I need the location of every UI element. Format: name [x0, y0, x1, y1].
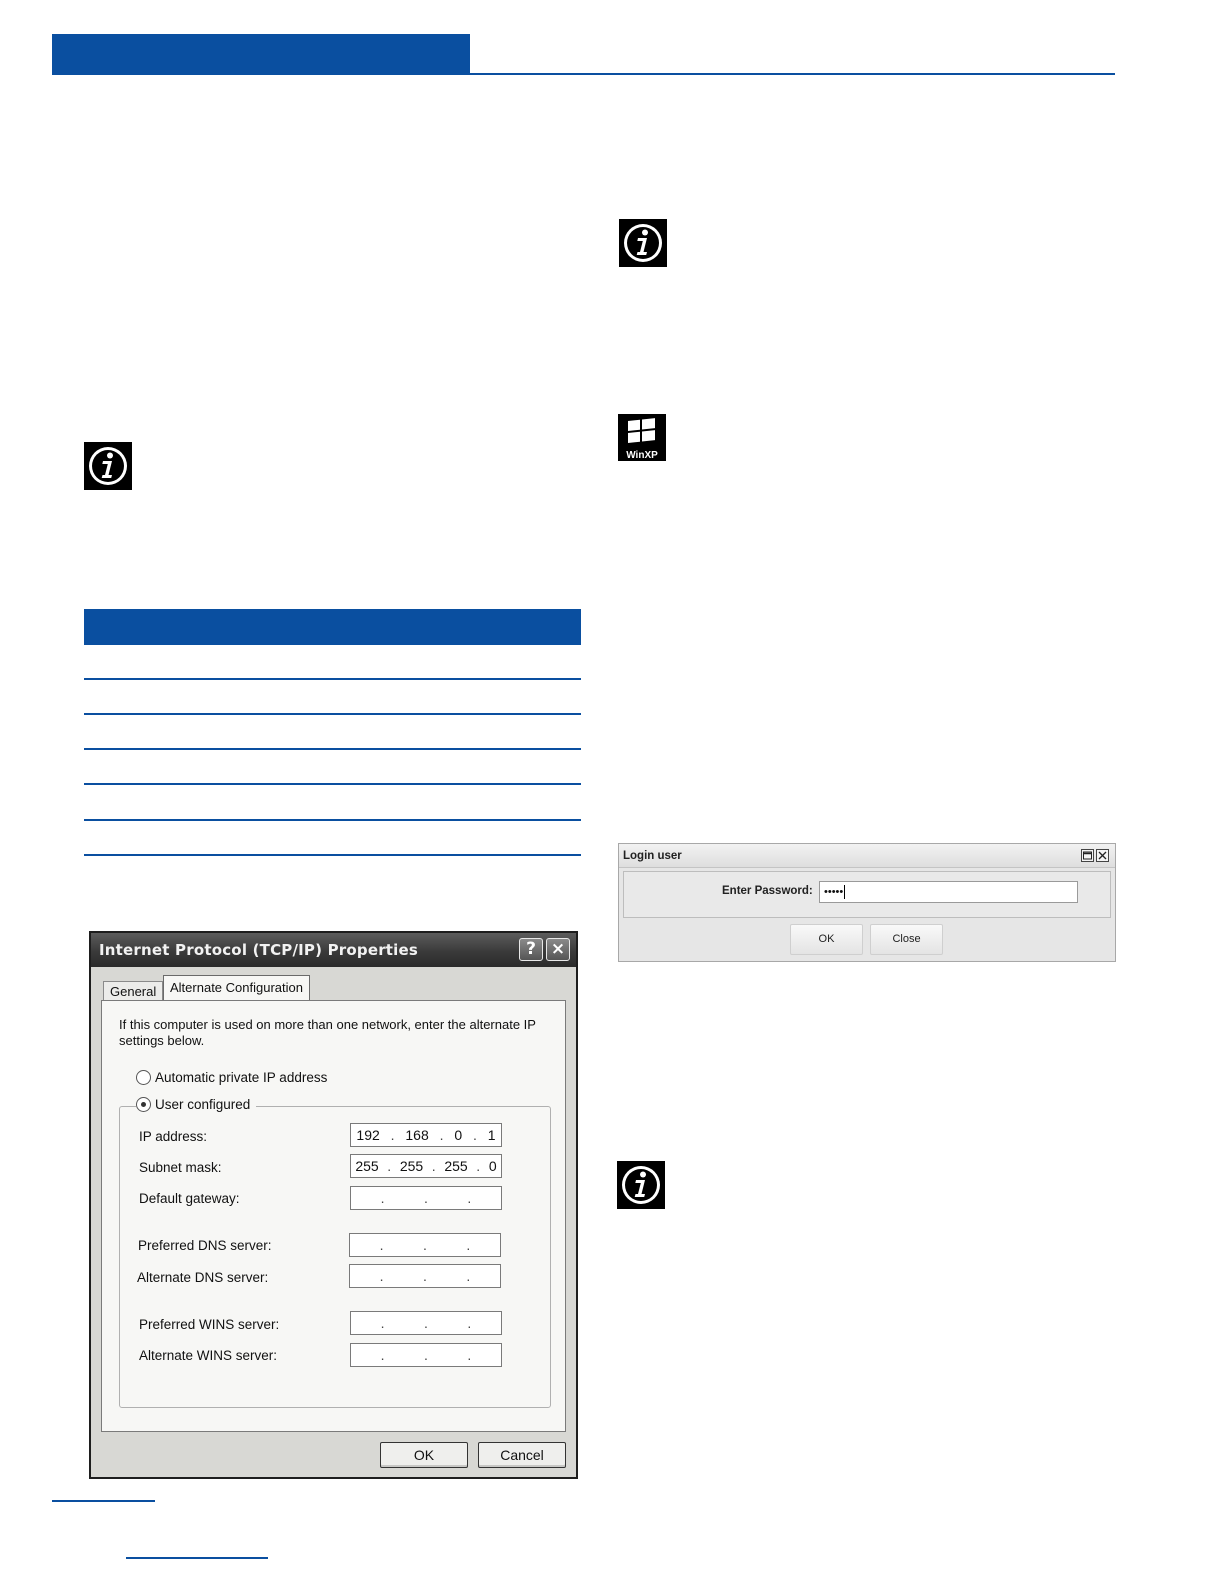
close-icon [1097, 850, 1108, 861]
tab-general[interactable]: General [103, 981, 163, 1001]
field-label: Default gateway: [139, 1191, 240, 1206]
octet: 168 [405, 1127, 429, 1143]
dialog-title: Internet Protocol (TCP/IP) Properties [99, 941, 419, 959]
preferred-dns-input[interactable]: . . . [349, 1233, 501, 1257]
login-user-dialog [618, 843, 1116, 962]
os-caption: WinXP [626, 450, 658, 461]
radio-label: Automatic private IP address [155, 1070, 328, 1085]
table-rule [84, 783, 581, 785]
octet: 255 [444, 1158, 468, 1174]
footer-rule [52, 1500, 155, 1502]
preferred-wins-input[interactable]: . . . [350, 1311, 502, 1335]
close-dialog-button[interactable]: Close [870, 924, 943, 955]
subnet-mask-input[interactable]: 255 . 255 . 255 . 0 [350, 1154, 502, 1178]
password-label: Enter Password: [722, 885, 813, 897]
tcpip-properties-dialog [89, 931, 578, 1479]
info-icon [619, 219, 667, 267]
field-label: Alternate WINS server: [139, 1348, 278, 1363]
radio-button[interactable] [136, 1070, 151, 1085]
table-rule [84, 748, 581, 750]
field-label: Subnet mask: [139, 1160, 222, 1175]
octet: 1 [487, 1127, 496, 1143]
header-rule [52, 73, 1115, 75]
alternate-wins-input[interactable]: . . . [350, 1343, 502, 1367]
default-gateway-input[interactable]: . . . [350, 1186, 502, 1210]
maximize-icon [1082, 850, 1093, 861]
dialog-titlebar [91, 933, 576, 967]
footer-rule [126, 1557, 268, 1559]
maximize-button[interactable] [1081, 849, 1094, 862]
dialog-titlebar [619, 844, 1115, 868]
intro-text: If this computer is used on more than one network, enter the alternate IP settings below. [119, 1017, 536, 1048]
field-label: Preferred DNS server: [138, 1238, 272, 1253]
radio-button[interactable] [136, 1097, 151, 1112]
ok-button[interactable]: OK [380, 1442, 468, 1468]
info-icon [617, 1161, 665, 1209]
tab-alternate-configuration[interactable]: Alternate Configuration [163, 975, 310, 1001]
octet: 0 [454, 1127, 463, 1143]
password-value: ••••• [824, 886, 844, 898]
table-rule [84, 854, 581, 856]
octet: 192 [356, 1127, 380, 1143]
ok-button[interactable]: OK [790, 924, 863, 955]
table-rule [84, 713, 581, 715]
text-caret [844, 885, 845, 899]
radio-automatic-private-ip[interactable] [136, 1070, 327, 1085]
ip-address-input[interactable]: 192 . 168 . 0 . 1 [350, 1123, 502, 1147]
octet: 0 [488, 1158, 497, 1174]
alternate-dns-input[interactable]: . . . [349, 1264, 501, 1288]
windows-xp-icon [618, 414, 666, 461]
octet: 255 [399, 1158, 424, 1174]
close-button[interactable]: × [546, 938, 570, 961]
field-label: Preferred WINS server: [139, 1317, 280, 1332]
info-icon [84, 442, 132, 490]
table-rule [84, 819, 581, 821]
dialog-title: Login user [623, 850, 682, 862]
password-input[interactable] [819, 881, 1078, 903]
cancel-button[interactable]: Cancel [478, 1442, 566, 1468]
header-bar [52, 34, 470, 75]
field-label: Alternate DNS server: [137, 1270, 269, 1285]
radio-user-configured[interactable] [136, 1097, 256, 1112]
tab-panel [101, 1000, 566, 1432]
field-label: IP address: [139, 1129, 208, 1144]
table-rule [84, 678, 581, 680]
help-button[interactable]: ? [519, 938, 543, 961]
login-form [623, 871, 1111, 918]
close-button[interactable] [1096, 849, 1109, 862]
table-header-bar [84, 609, 581, 645]
radio-label: User configured [155, 1097, 251, 1112]
octet: 255 [355, 1158, 379, 1174]
